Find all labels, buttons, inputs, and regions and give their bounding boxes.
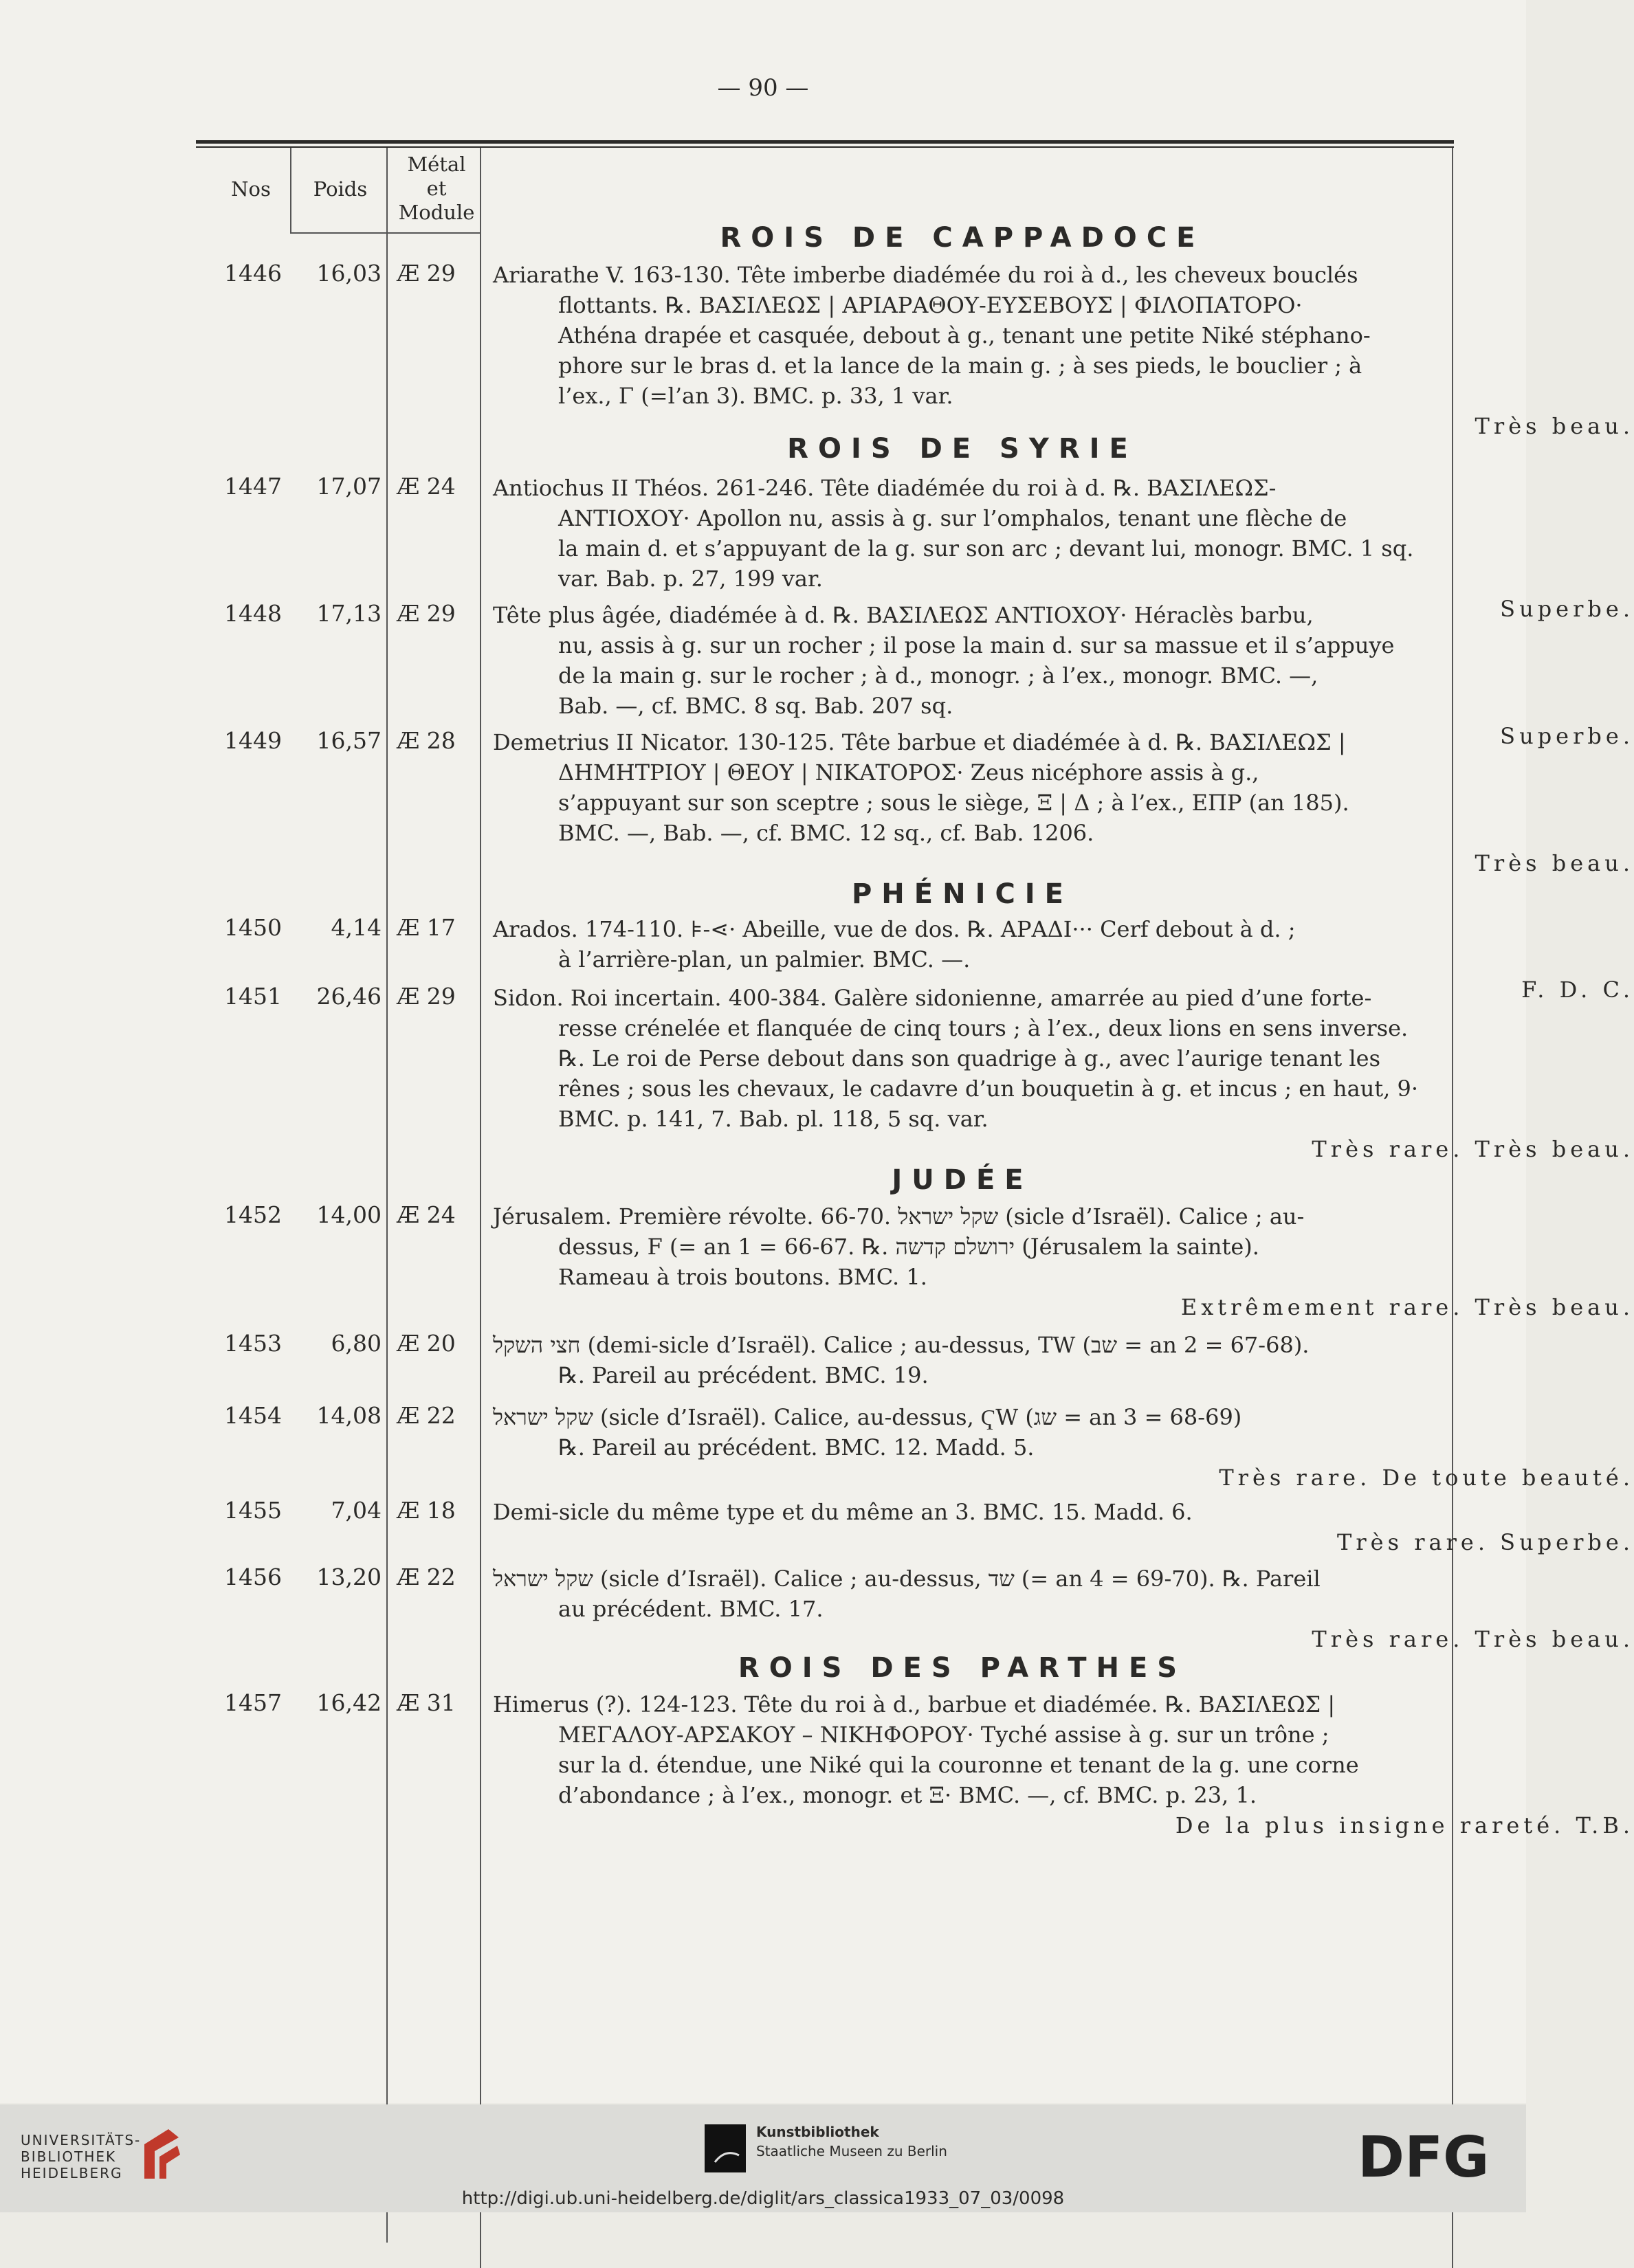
- source-url[interactable]: http://digi.ub.uni-heidelberg.de/diglit/ars_classica1933_07_03/0098: [461, 2188, 1065, 2209]
- header-underline: [386, 232, 480, 234]
- section-judee: JUDÉE: [892, 1164, 1033, 1196]
- description-line: Rameau à trois boutons. BMC. 1.: [558, 1264, 927, 1290]
- description-line: Antiochus II Théos. 261-246. Tête diadémée du roi à d. ℞. ΒΑΣΙΛΕΩΣ-: [493, 475, 1277, 501]
- section-phenicie: PHÉNICIE: [851, 878, 1074, 910]
- description-line: resse crénelée et flanquée de cinq tours ; à l’ex., deux lions en sens inverse.: [558, 1015, 1409, 1041]
- description-line: ℞. Le roi de Perse debout dans son quadrige à g., avec l’aurige tenant les: [558, 1045, 1381, 1071]
- description-line: Demetrius II Nicator. 130-125. Tête barbue et diadémée à d. ℞. ΒΑΣΙΛΕΩΣ |: [493, 729, 1346, 755]
- library-logo-icon: [137, 2124, 186, 2186]
- entry-module: Æ 24: [397, 1201, 456, 1228]
- description-line: Himerus (?). 124-123. Tête du roi à d., barbue et diadémée. ℞. ΒΑΣΙΛΕΩΣ |: [493, 1691, 1336, 1717]
- description-line: חצי השקל (demi-sicle d’Israël). Calice ; au-dessus, TW (שב = an 2 = 67-68).: [493, 1332, 1310, 1358]
- entry-number: 1450: [224, 914, 282, 941]
- entry-module: Æ 28: [397, 727, 456, 754]
- entry-grade: Très beau.: [1475, 413, 1634, 439]
- description-line: ℞. Pareil au précédent. BMC. 12. Madd. 5.: [558, 1434, 1035, 1460]
- entry-grade: Très rare. De toute beauté.: [1219, 1465, 1634, 1491]
- entry-weight: 14,00: [316, 1201, 382, 1228]
- entry-module: Æ 22: [397, 1564, 456, 1590]
- top-rule-thin: [196, 146, 1454, 148]
- kunstbibliothek-logo-icon: [701, 2121, 749, 2176]
- kunstbibliothek-text: [756, 2122, 947, 2161]
- entry-number: 1457: [224, 1689, 282, 1716]
- entry-description: [493, 983, 1634, 1164]
- entry-grade: Superbe.: [1500, 596, 1634, 622]
- description-line: flottants. ℞. ΒΑΣΙΛΕΩΣ | ΑΡΙΑΡΑΘΟΥ-ΕΥΣΕΒΟΥΣ | ΦΙΛΟΠΑΤΟΡΟ·: [558, 292, 1303, 318]
- description-line: ΔΗΜΗΤΡΙΟΥ | ΘΕΟΥ | ΝΙΚΑΤΟΡΟΣ· Zeus nicéphore assis à g.,: [558, 759, 1259, 786]
- dfg-logo: DFG: [1358, 2125, 1490, 2190]
- entry-weight: 16,03: [316, 260, 382, 287]
- entry-number: 1452: [224, 1201, 282, 1228]
- entry-module: Æ 22: [397, 1402, 456, 1429]
- entry-module: Æ 17: [397, 914, 456, 941]
- description-line: BMC. p. 141, 7. Bab. pl. 118, 5 sq. var.: [558, 1106, 989, 1132]
- section-syrie: ROIS DE SYRIE: [787, 433, 1138, 465]
- column-divider: [290, 148, 291, 234]
- description-line: dessus, F (= an 1 = 66-67. ℞. ירושלם קדשה (Jérusalem la sainte).: [558, 1234, 1259, 1260]
- kunst-title: Kunstbibliothek: [756, 2124, 879, 2140]
- entry-weight: 16,57: [316, 727, 382, 754]
- description-line: ℞. Pareil au précédent. BMC. 19.: [558, 1362, 929, 1388]
- entry-description: [493, 1330, 1634, 1390]
- description-line: à l’arrière-plan, un palmier. BMC. —.: [558, 946, 971, 972]
- entry-module: Æ 29: [397, 260, 456, 287]
- description-line: l’ex., Γ (=l’an 3). BMC. p. 33, 1 var.: [558, 383, 953, 409]
- description-line: Sidon. Roi incertain. 400-384. Galère sidonienne, amarrée au pied d’une forte-: [493, 985, 1372, 1011]
- description-line: שקל ישראל (sicle d’Israël). Calice, au-dessus, ҀW (שג = an 3 = 68-69): [493, 1404, 1242, 1430]
- entry-module: Æ 20: [397, 1330, 456, 1357]
- entry-module: Æ 29: [397, 983, 456, 1010]
- entry-grade: De la plus insigne rareté. T.B.: [1175, 1812, 1634, 1838]
- header-underline: [290, 232, 386, 234]
- description-line: s’appuyant sur son sceptre ; sous le siège, Ξ | Δ ; à l’ex., ΕΠΡ (an 185).: [558, 790, 1349, 816]
- description-line: var. Bab. p. 27, 199 var.: [558, 566, 823, 592]
- entry-weight: 6,80: [331, 1330, 382, 1357]
- entry-description: [493, 1689, 1634, 1841]
- description-line: BMC. —, Bab. —, cf. BMC. 12 sq., cf. Bab. 1206.: [558, 820, 1094, 846]
- section-parthes: ROIS DES PARTHES: [738, 1652, 1187, 1684]
- entry-weight: 4,14: [331, 914, 382, 941]
- kunst-subtitle: Staatliche Museen zu Berlin: [756, 2143, 947, 2159]
- description-line: Arados. 174-110. ⊧-⋖· Abeille, vue de dos. ℞. ΑΡΑΔΙ··· Cerf debout à d. ;: [493, 916, 1296, 942]
- description-line: nu, assis à g. sur un rocher ; il pose la main d. sur sa massue et il s’appuye: [558, 632, 1395, 658]
- entry-grade: Très rare. Très beau.: [1312, 1626, 1634, 1652]
- entry-number: 1455: [224, 1497, 282, 1524]
- page-number: — 90 —: [717, 74, 809, 102]
- entry-description: [493, 727, 1634, 878]
- entry-weight: 26,46: [316, 983, 382, 1010]
- entry-description: [493, 1564, 1634, 1654]
- entry-number: 1448: [224, 600, 282, 627]
- description-line: rênes ; sous les chevaux, le cadavre d’un bouquetin à g. et incus ; en haut, 9·: [558, 1076, 1419, 1102]
- description-line: phore sur le bras d. et la lance de la main g. ; à ses pieds, le bouclier ; à: [558, 353, 1362, 379]
- entry-number: 1451: [224, 983, 282, 1010]
- entry-weight: 13,20: [316, 1564, 382, 1590]
- entry-module: Æ 18: [397, 1497, 456, 1524]
- entry-number: 1456: [224, 1564, 282, 1590]
- entry-grade: F. D. C.: [1521, 977, 1634, 1003]
- description-line: Jérusalem. Première révolte. 66-70. שקל ישראל (sicle d’Israël). Calice ; au-: [493, 1203, 1305, 1230]
- description-line: Bab. —, cf. BMC. 8 sq. Bab. 207 sq.: [558, 693, 953, 719]
- description-line: la main d. et s’appuyant de la g. sur son arc ; devant lui, monogr. BMC. 1 sq.: [558, 535, 1414, 562]
- description-line: sur la d. étendue, une Niké qui la couronne et tenant de la g. une corne: [558, 1752, 1359, 1778]
- entry-weight: 7,04: [331, 1497, 382, 1524]
- top-rule: [196, 140, 1454, 144]
- entry-description: [493, 260, 1634, 441]
- column-divider: [386, 232, 388, 2243]
- description-line: Tête plus âgée, diadémée à d. ℞. ΒΑΣΙΛΕΩΣ ΑΝΤΙΟΧΟΥ· Héraclès barbu,: [493, 602, 1314, 628]
- entry-number: 1454: [224, 1402, 282, 1429]
- section-cappadoce: ROIS DE CAPPADOCE: [720, 222, 1205, 254]
- entry-number: 1449: [224, 727, 282, 754]
- description-line: Ariarathe V. 163-130. Tête imberbe diadémée du roi à d., les cheveux bouclés: [493, 262, 1358, 288]
- entry-number: 1447: [224, 473, 282, 500]
- entry-description: [493, 1497, 1634, 1557]
- entry-grade: Très beau.: [1475, 850, 1634, 876]
- description-line: au précédent. BMC. 17.: [558, 1596, 824, 1622]
- entry-weight: 16,42: [316, 1689, 382, 1716]
- column-divider: [386, 148, 388, 234]
- entry-module: Æ 29: [397, 600, 456, 627]
- entry-weight: 17,07: [316, 473, 382, 500]
- description-line: de la main g. sur le rocher ; à d., monogr. ; à l’ex., monogr. BMC. —,: [558, 663, 1318, 689]
- entry-module: Æ 31: [397, 1689, 456, 1716]
- entry-description: [493, 1402, 1634, 1493]
- header-poids: Poids: [313, 177, 368, 201]
- description-line: שקל ישראל (sicle d’Israël). Calice ; au-dessus, שד (= an 4 = 69-70). ℞. Pareil: [493, 1566, 1321, 1592]
- description-line: d’abondance ; à l’ex., monogr. et Ξ· BMC. —, cf. BMC. p. 23, 1.: [558, 1782, 1257, 1808]
- description-line: Athéna drapée et casquée, debout à g., tenant une petite Niké stéphano-: [558, 322, 1371, 348]
- entry-grade: Très rare. Très beau.: [1312, 1136, 1634, 1162]
- entry-grade: Très rare. Superbe.: [1337, 1529, 1634, 1555]
- header-nos: Nos: [231, 177, 271, 201]
- description-line: Demi-sicle du même type et du même an 3. BMC. 15. Madd. 6.: [493, 1499, 1193, 1525]
- entry-number: 1446: [224, 260, 282, 287]
- entry-module: Æ 24: [397, 473, 456, 500]
- column-divider: [480, 148, 481, 2268]
- library-name: UNIVERSITÄTS- BIBLIOTHEK HEIDELBERG: [21, 2132, 142, 2181]
- entry-grade: Extrêmement rare. Très beau.: [1180, 1294, 1634, 1320]
- description-line: ΜΕΓΑΛΟΥ-ΑΡΣΑΚΟΥ – ΝΙΚΗΦΟΡΟΥ· Tyché assise à g. sur un trône ;: [558, 1722, 1329, 1748]
- entry-number: 1453: [224, 1330, 282, 1357]
- description-line: ΑΝΤΙΟΧΟΥ· Apollon nu, assis à g. sur l’omphalos, tenant une flèche de: [558, 505, 1347, 531]
- entry-description: [493, 1201, 1634, 1322]
- entry-weight: 17,13: [316, 600, 382, 627]
- header-metal-module: Métal et Module: [398, 153, 475, 224]
- entry-grade: Superbe.: [1500, 723, 1634, 749]
- entry-weight: 14,08: [316, 1402, 382, 1429]
